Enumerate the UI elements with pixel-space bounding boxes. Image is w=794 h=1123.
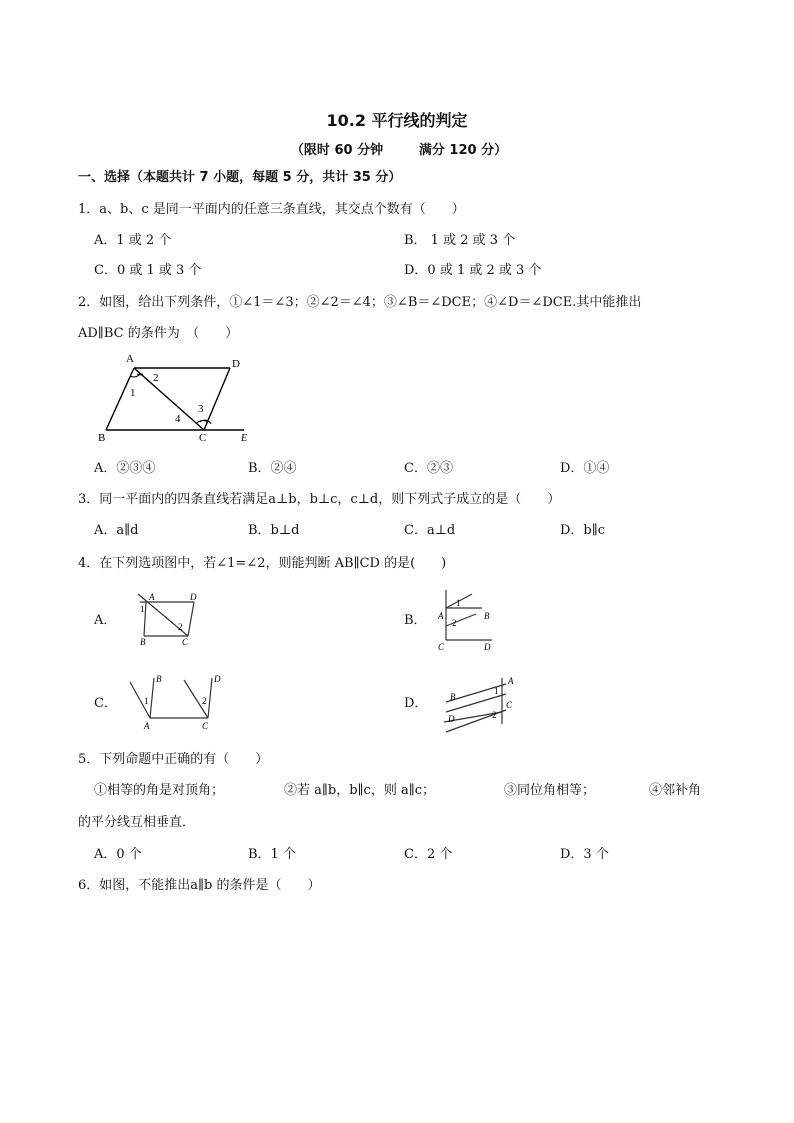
q2-angle-1: 1 — [130, 387, 136, 399]
q4a-label-A: A — [149, 592, 155, 602]
q4-figure-c — [124, 672, 224, 732]
q4d-label-B: B — [450, 692, 456, 702]
q4a-angle-1: 1 — [140, 604, 145, 614]
q5-option-b: B．1 个 — [248, 847, 296, 862]
q1-stem: 1．a、b、c 是同一平面内的任意三条直线，其交点个数有（ ） — [78, 202, 465, 217]
q4-option-c: C． — [94, 696, 117, 711]
q2-label-A: A — [126, 353, 134, 365]
q4a-label-B: B — [140, 637, 146, 647]
q4b-angle-2: 2 — [452, 618, 457, 628]
q5-item-3: ③同位角相等； — [504, 783, 596, 798]
q2-angle-4: 4 — [175, 413, 181, 425]
q4c-angle-1: 1 — [144, 696, 149, 706]
q4b-label-C: C — [438, 642, 445, 652]
q4-option-d: D． — [404, 696, 428, 711]
q4c-label-D: D — [214, 674, 221, 684]
q5-option-c: C．2 个 — [404, 847, 453, 862]
q4-figure-d — [440, 672, 524, 734]
q4-figure-b — [432, 586, 512, 652]
q4d-label-D: D — [448, 714, 455, 724]
q3-option-a: A．a∥d — [94, 523, 139, 538]
q2-option-b: B．②④ — [248, 461, 297, 476]
total-score: 满分 120 分） — [418, 143, 508, 158]
time-limit: （限时 60 分钟 — [290, 143, 384, 158]
q1-option-c: C．0 或 1 或 3 个 — [94, 263, 202, 278]
q4b-label-D: D — [484, 642, 491, 652]
q5-continuation: 的平分线互相垂直． — [78, 815, 196, 830]
q4c-label-B: B — [156, 674, 162, 684]
q2-option-d: D．①④ — [560, 461, 610, 476]
q4a-angle-2: 2 — [178, 622, 183, 632]
q4c-label-A: A — [144, 721, 150, 731]
q2-stem-line1: 2．如图，给出下列条件，①∠1＝∠3；②∠2＝∠4；③∠B＝∠DCE；④∠D＝∠DCE.其中能推出 — [78, 295, 642, 310]
q3-option-c: C．a⊥d — [404, 523, 456, 538]
q4d-label-C: C — [506, 700, 513, 710]
q4d-label-A: A — [508, 676, 514, 686]
q4a-label-D: D — [190, 592, 197, 602]
q4-figure-a — [130, 590, 210, 650]
q4-option-b: B． — [404, 613, 427, 628]
q2-angle-3: 3 — [198, 403, 204, 415]
q2-figure — [96, 350, 256, 445]
q2-option-a: A．②③④ — [94, 461, 156, 476]
q4c-label-C: C — [202, 721, 209, 731]
q6-stem: 6．如图，不能推出a∥b 的条件是（ ） — [78, 878, 321, 893]
q5-stem: 5．下列命题中正确的有（ ） — [78, 752, 269, 767]
q4d-angle-2: 2 — [492, 710, 497, 720]
q4a-label-C: C — [182, 637, 189, 647]
q5-option-a: A．0 个 — [94, 847, 142, 862]
q4b-label-B: B — [484, 611, 490, 621]
section-heading: 一、选择（本题共计 7 小题，每题 5 分，共计 35 分） — [78, 170, 402, 185]
q5-option-d: D．3 个 — [560, 847, 609, 862]
q5-item-2: ②若 a∥b，b∥c，则 a∥c； — [284, 783, 435, 798]
q4c-angle-2: 2 — [202, 696, 207, 706]
q4b-angle-1: 1 — [456, 598, 461, 608]
q1-option-a: A．1 或 2 个 — [94, 233, 172, 248]
q3-stem: 3．同一平面内的四条直线若满足a⊥b，b⊥c，c⊥d，则下列式子成立的是（ ） — [78, 492, 561, 507]
q3-option-d: D．b∥c — [560, 523, 606, 538]
q2-label-C: C — [199, 432, 207, 444]
q4d-angle-1: 1 — [494, 686, 499, 696]
q1-option-b: B． 1 或 2 或 3 个 — [404, 233, 516, 248]
q2-stem-line2: AD∥BC 的条件为 （ ） — [78, 326, 239, 341]
q5-item-4: ④邻补角 — [649, 783, 702, 798]
q2-angle-2: 2 — [153, 372, 159, 384]
q2-label-E: E — [241, 433, 248, 444]
q4b-label-A: A — [438, 611, 444, 621]
page-title: 10.2 平行线的判定 — [326, 111, 468, 130]
q2-label-D: D — [232, 358, 240, 370]
q4-option-a: A． — [94, 613, 117, 628]
q3-option-b: B．b⊥d — [248, 523, 300, 538]
q1-option-d: D．0 或 1 或 2 或 3 个 — [404, 263, 542, 278]
q4-stem: 4．在下列选项图中，若∠1=∠2，则能判断 AB∥CD 的是( ) — [78, 556, 447, 571]
q5-item-1: ①相等的角是对顶角； — [94, 783, 225, 798]
q2-option-c: C．②③ — [404, 461, 453, 476]
q2-label-B: B — [98, 432, 106, 444]
